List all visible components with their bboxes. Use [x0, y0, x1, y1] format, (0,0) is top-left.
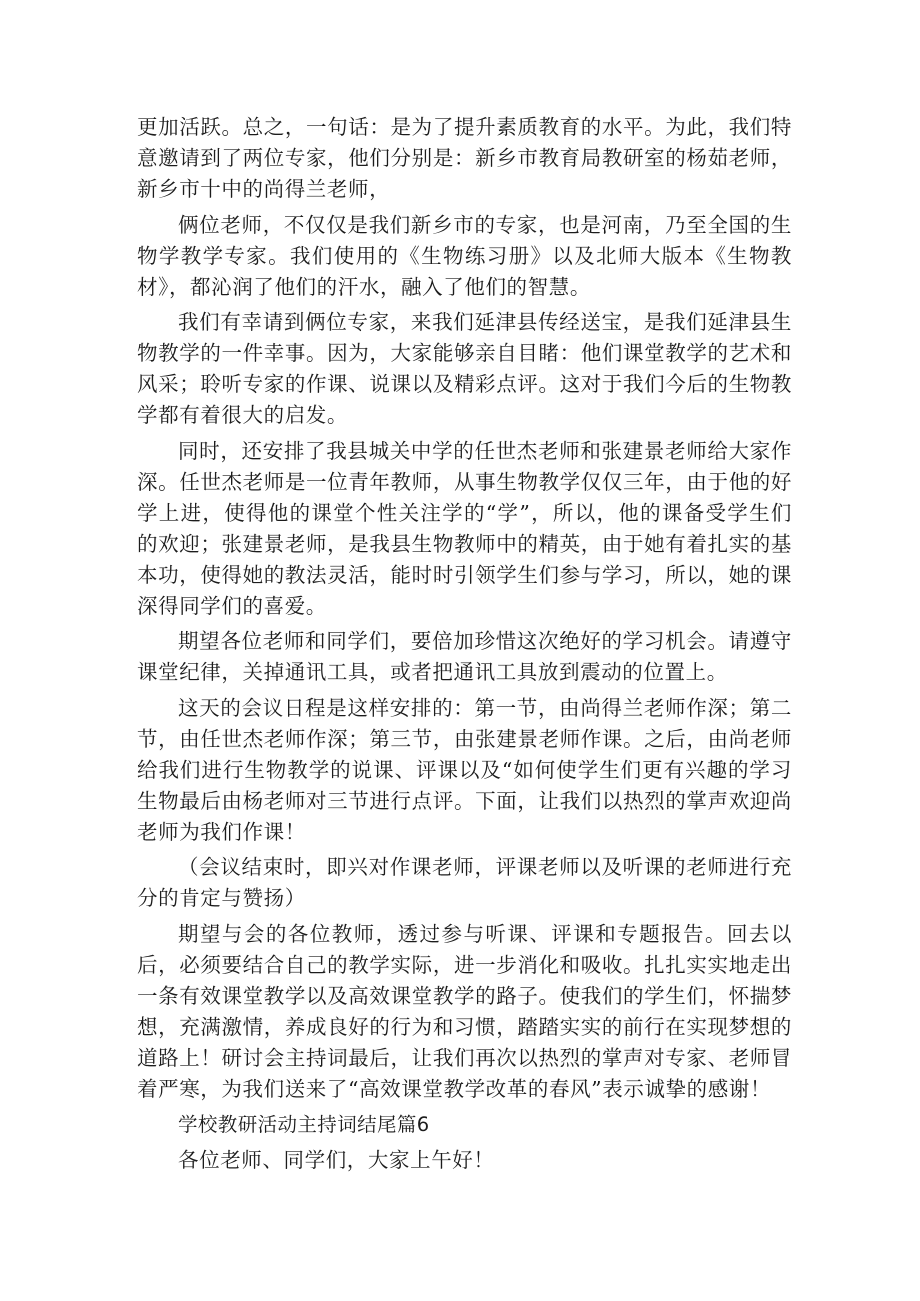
paragraph-experts: 俩位老师，不仅仅是我们新乡市的专家，也是河南，乃至全国的生物学教学专家。我们使用的《生物练习册》以及北师大版本《生物教材》，都沁润了他们的汗水，融入了他们的智慧。 [137, 212, 792, 299]
document-body [137, 112, 792, 1180]
paragraph-closing-note: （会议结束时，即兴对作课老师，评课老师以及听课的老师进行充分的肯定与赞扬） [137, 855, 792, 910]
paragraph-discipline: 期望各位老师和同学们，要倍加珍惜这次绝好的学习机会。请遵守课堂纪律，关掉通讯工具，或者把通讯工具放到震动的位置上。 [137, 629, 792, 684]
paragraph-teachers: 同时，还安排了我县城关中学的任世杰老师和张建景老师给大家作深。任世杰老师是一位青年教师，从事生物教学仅仅三年，由于他的好学上进，使得他的课堂个性关注学的“学”，所以，他的课备受学生们的欢迎；张建景老师，是我县生物教师中的精英，由于她有着扎实的基本功，使得她的教法灵活，能时时引领学生们参与学习，所以，她的课深得同学们的喜爱。 [137, 438, 792, 618]
paragraph-fortune: 我们有幸请到俩位专家，来我们延津县传经送宝，是我们延津县生物教学的一件幸事。因为，大家能够亲自目睹：他们课堂教学的艺术和风采；聆听专家的作课、说课以及精彩点评。这对于我们今后的生物教学都有着很大的启发。 [137, 310, 792, 427]
section-heading: 学校教研活动主持词结尾篇6 [178, 1113, 430, 1136]
greeting-line: 各位老师、同学们，大家上午好！ [178, 1147, 495, 1172]
paragraph-continuation: 更加活跃。总之，一句话：是为了提升素质教育的水平。为此，我们特意邀请到了两位专家，他们分别是：新乡市教育局教研室的杨茹老师，新乡市十中的尚得兰老师， [137, 115, 792, 201]
paragraph-schedule: 这天的会议日程是这样安排的：第一节，由尚得兰老师作深；第二节，由任世杰老师作深；第三节，由张建景老师作课。之后，由尚老师给我们进行生物教学的说课、评课以及“如何使学生们更有兴趣的学习生物最后由杨老师对三节进行点评。下面，让我们以热烈的掌声欢迎尚老师为我们作课！ [137, 695, 792, 844]
paragraph-conclusion: 期望与会的各位教师，透过参与听课、评课和专题报告。回去以后，必须要结合自己的教学实际，进一步消化和吸收。扎扎实实地走出一条有效课堂教学以及高效课堂教学的路子。使我们的学生们，怀揣梦想，充满激情，养成良好的行为和习惯，踏踏实实的前行在实现梦想的道路上！研讨会主持词最后，让我们再次以热烈的掌声对专家、老师冒着严寒，为我们送来了“高效课堂教学改革的春风”表示诚挚的感谢！ [137, 921, 792, 1101]
